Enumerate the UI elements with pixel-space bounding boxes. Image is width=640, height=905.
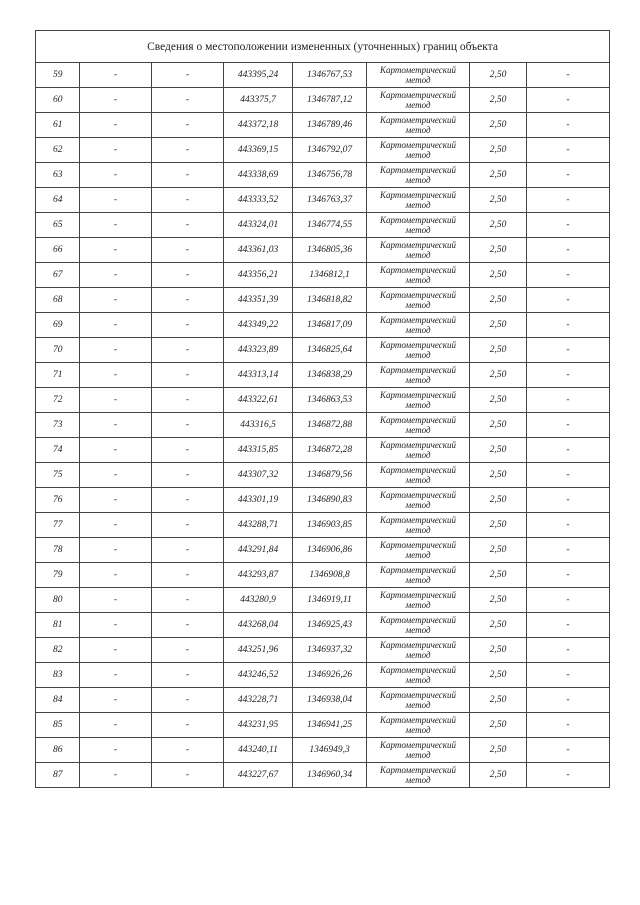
y-coordinate-cell: 1346756,78 [293, 163, 367, 188]
table-row [36, 563, 610, 588]
table-row [36, 413, 610, 438]
x-coordinate-cell: 443268,04 [224, 613, 293, 638]
old-x-cell: - [80, 613, 152, 638]
marker-description-cell: - [527, 638, 610, 663]
point-number-cell: 82 [36, 638, 80, 663]
marker-description-cell: - [527, 113, 610, 138]
x-coordinate-cell: 443251,96 [224, 638, 293, 663]
old-x-cell: - [80, 538, 152, 563]
point-number-cell: 86 [36, 738, 80, 763]
y-coordinate-cell: 1346863,53 [293, 388, 367, 413]
y-coordinate-cell: 1346938,04 [293, 688, 367, 713]
accuracy-cell: 2,50 [470, 688, 527, 713]
point-number-cell: 73 [36, 413, 80, 438]
x-coordinate-cell: 443240,11 [224, 738, 293, 763]
table-body [36, 63, 610, 788]
x-coordinate-cell: 443228,71 [224, 688, 293, 713]
accuracy-cell: 2,50 [470, 763, 527, 788]
accuracy-cell: 2,50 [470, 388, 527, 413]
method-cell: Картометрический метод [367, 763, 470, 788]
old-y-cell: - [152, 713, 224, 738]
accuracy-cell: 2,50 [470, 363, 527, 388]
x-coordinate-cell: 443280,9 [224, 588, 293, 613]
marker-description-cell: - [527, 63, 610, 88]
y-coordinate-cell: 1346890,83 [293, 488, 367, 513]
table-row [36, 138, 610, 163]
old-y-cell: - [152, 413, 224, 438]
x-coordinate-cell: 443323,89 [224, 338, 293, 363]
old-x-cell: - [80, 88, 152, 113]
old-y-cell: - [152, 463, 224, 488]
y-coordinate-cell: 1346919,11 [293, 588, 367, 613]
x-coordinate-cell: 443316,5 [224, 413, 293, 438]
marker-description-cell: - [527, 238, 610, 263]
old-x-cell: - [80, 213, 152, 238]
point-number-cell: 77 [36, 513, 80, 538]
marker-description-cell: - [527, 163, 610, 188]
point-number-cell: 78 [36, 538, 80, 563]
accuracy-cell: 2,50 [470, 588, 527, 613]
method-cell: Картометрический метод [367, 213, 470, 238]
old-x-cell: - [80, 363, 152, 388]
marker-description-cell: - [527, 288, 610, 313]
method-cell: Картометрический метод [367, 288, 470, 313]
marker-description-cell: - [527, 188, 610, 213]
point-number-cell: 74 [36, 438, 80, 463]
accuracy-cell: 2,50 [470, 238, 527, 263]
point-number-cell: 81 [36, 613, 80, 638]
old-x-cell: - [80, 663, 152, 688]
table-row [36, 338, 610, 363]
y-coordinate-cell: 1346941,25 [293, 713, 367, 738]
old-x-cell: - [80, 488, 152, 513]
table-row [36, 63, 610, 88]
old-x-cell: - [80, 463, 152, 488]
point-number-cell: 75 [36, 463, 80, 488]
table-row [36, 638, 610, 663]
table-row [36, 588, 610, 613]
old-x-cell: - [80, 688, 152, 713]
y-coordinate-cell: 1346774,55 [293, 213, 367, 238]
x-coordinate-cell: 443315,85 [224, 438, 293, 463]
point-number-cell: 65 [36, 213, 80, 238]
table-row [36, 88, 610, 113]
table-title: Сведения о местоположении измененных (уточненных) границ объекта [36, 31, 610, 63]
table-row [36, 488, 610, 513]
method-cell: Картометрический метод [367, 463, 470, 488]
y-coordinate-cell: 1346812,1 [293, 263, 367, 288]
old-y-cell: - [152, 538, 224, 563]
x-coordinate-cell: 443231,95 [224, 713, 293, 738]
accuracy-cell: 2,50 [470, 663, 527, 688]
accuracy-cell: 2,50 [470, 738, 527, 763]
old-x-cell: - [80, 188, 152, 213]
method-cell: Картометрический метод [367, 613, 470, 638]
old-y-cell: - [152, 263, 224, 288]
x-coordinate-cell: 443351,39 [224, 288, 293, 313]
old-x-cell: - [80, 138, 152, 163]
old-y-cell: - [152, 763, 224, 788]
old-x-cell: - [80, 413, 152, 438]
y-coordinate-cell: 1346879,56 [293, 463, 367, 488]
old-x-cell: - [80, 113, 152, 138]
table-row [36, 538, 610, 563]
old-y-cell: - [152, 363, 224, 388]
table-row [36, 213, 610, 238]
old-y-cell: - [152, 238, 224, 263]
point-number-cell: 79 [36, 563, 80, 588]
accuracy-cell: 2,50 [470, 88, 527, 113]
y-coordinate-cell: 1346789,46 [293, 113, 367, 138]
method-cell: Картометрический метод [367, 563, 470, 588]
method-cell: Картометрический метод [367, 363, 470, 388]
point-number-cell: 76 [36, 488, 80, 513]
method-cell: Картометрический метод [367, 388, 470, 413]
accuracy-cell: 2,50 [470, 338, 527, 363]
marker-description-cell: - [527, 88, 610, 113]
point-number-cell: 80 [36, 588, 80, 613]
old-y-cell: - [152, 63, 224, 88]
table-header-row [36, 31, 610, 63]
point-number-cell: 69 [36, 313, 80, 338]
marker-description-cell: - [527, 488, 610, 513]
accuracy-cell: 2,50 [470, 538, 527, 563]
accuracy-cell: 2,50 [470, 513, 527, 538]
method-cell: Картометрический метод [367, 238, 470, 263]
accuracy-cell: 2,50 [470, 438, 527, 463]
x-coordinate-cell: 443307,32 [224, 463, 293, 488]
marker-description-cell: - [527, 688, 610, 713]
method-cell: Картометрический метод [367, 263, 470, 288]
marker-description-cell: - [527, 713, 610, 738]
old-x-cell: - [80, 163, 152, 188]
method-cell: Картометрический метод [367, 438, 470, 463]
x-coordinate-cell: 443375,7 [224, 88, 293, 113]
old-y-cell: - [152, 163, 224, 188]
accuracy-cell: 2,50 [470, 638, 527, 663]
marker-description-cell: - [527, 463, 610, 488]
point-number-cell: 87 [36, 763, 80, 788]
old-y-cell: - [152, 438, 224, 463]
y-coordinate-cell: 1346838,29 [293, 363, 367, 388]
method-cell: Картометрический метод [367, 688, 470, 713]
y-coordinate-cell: 1346817,09 [293, 313, 367, 338]
old-x-cell: - [80, 63, 152, 88]
method-cell: Картометрический метод [367, 88, 470, 113]
table-row [36, 363, 610, 388]
old-x-cell: - [80, 238, 152, 263]
point-number-cell: 61 [36, 113, 80, 138]
y-coordinate-cell: 1346925,43 [293, 613, 367, 638]
old-y-cell: - [152, 613, 224, 638]
table-row [36, 163, 610, 188]
accuracy-cell: 2,50 [470, 213, 527, 238]
method-cell: Картометрический метод [367, 413, 470, 438]
old-x-cell: - [80, 563, 152, 588]
marker-description-cell: - [527, 388, 610, 413]
old-x-cell: - [80, 313, 152, 338]
method-cell: Картометрический метод [367, 638, 470, 663]
table-row [36, 263, 610, 288]
method-cell: Картометрический метод [367, 338, 470, 363]
accuracy-cell: 2,50 [470, 263, 527, 288]
table-row [36, 113, 610, 138]
x-coordinate-cell: 443356,21 [224, 263, 293, 288]
accuracy-cell: 2,50 [470, 138, 527, 163]
y-coordinate-cell: 1346906,86 [293, 538, 367, 563]
x-coordinate-cell: 443227,67 [224, 763, 293, 788]
old-x-cell: - [80, 638, 152, 663]
x-coordinate-cell: 443313,14 [224, 363, 293, 388]
old-y-cell: - [152, 388, 224, 413]
old-y-cell: - [152, 313, 224, 338]
marker-description-cell: - [527, 663, 610, 688]
marker-description-cell: - [527, 613, 610, 638]
old-x-cell: - [80, 438, 152, 463]
old-x-cell: - [80, 738, 152, 763]
old-y-cell: - [152, 288, 224, 313]
y-coordinate-cell: 1346872,88 [293, 413, 367, 438]
point-number-cell: 62 [36, 138, 80, 163]
point-number-cell: 66 [36, 238, 80, 263]
point-number-cell: 67 [36, 263, 80, 288]
y-coordinate-cell: 1346926,26 [293, 663, 367, 688]
table-row [36, 288, 610, 313]
old-y-cell: - [152, 338, 224, 363]
table-row [36, 613, 610, 638]
table-row [36, 238, 610, 263]
y-coordinate-cell: 1346787,12 [293, 88, 367, 113]
old-x-cell: - [80, 338, 152, 363]
old-x-cell: - [80, 388, 152, 413]
method-cell: Картометрический метод [367, 313, 470, 338]
table-row [36, 738, 610, 763]
old-y-cell: - [152, 113, 224, 138]
method-cell: Картометрический метод [367, 663, 470, 688]
accuracy-cell: 2,50 [470, 188, 527, 213]
accuracy-cell: 2,50 [470, 563, 527, 588]
y-coordinate-cell: 1346825,64 [293, 338, 367, 363]
marker-description-cell: - [527, 538, 610, 563]
accuracy-cell: 2,50 [470, 113, 527, 138]
point-number-cell: 84 [36, 688, 80, 713]
point-number-cell: 60 [36, 88, 80, 113]
table-row [36, 663, 610, 688]
marker-description-cell: - [527, 413, 610, 438]
point-number-cell: 85 [36, 713, 80, 738]
y-coordinate-cell: 1346949,3 [293, 738, 367, 763]
old-x-cell: - [80, 763, 152, 788]
method-cell: Картометрический метод [367, 713, 470, 738]
boundary-table [35, 30, 610, 788]
marker-description-cell: - [527, 588, 610, 613]
x-coordinate-cell: 443291,84 [224, 538, 293, 563]
old-y-cell: - [152, 738, 224, 763]
accuracy-cell: 2,50 [470, 463, 527, 488]
point-number-cell: 64 [36, 188, 80, 213]
old-x-cell: - [80, 513, 152, 538]
point-number-cell: 70 [36, 338, 80, 363]
method-cell: Картометрический метод [367, 588, 470, 613]
method-cell: Картометрический метод [367, 113, 470, 138]
method-cell: Картометрический метод [367, 488, 470, 513]
marker-description-cell: - [527, 513, 610, 538]
marker-description-cell: - [527, 263, 610, 288]
table-row [36, 188, 610, 213]
old-y-cell: - [152, 488, 224, 513]
accuracy-cell: 2,50 [470, 163, 527, 188]
old-y-cell: - [152, 213, 224, 238]
y-coordinate-cell: 1346805,36 [293, 238, 367, 263]
y-coordinate-cell: 1346767,53 [293, 63, 367, 88]
method-cell: Картометрический метод [367, 188, 470, 213]
y-coordinate-cell: 1346903,85 [293, 513, 367, 538]
old-y-cell: - [152, 88, 224, 113]
marker-description-cell: - [527, 363, 610, 388]
table-row [36, 463, 610, 488]
old-y-cell: - [152, 638, 224, 663]
x-coordinate-cell: 443322,61 [224, 388, 293, 413]
x-coordinate-cell: 443349,22 [224, 313, 293, 338]
x-coordinate-cell: 443361,03 [224, 238, 293, 263]
y-coordinate-cell: 1346908,8 [293, 563, 367, 588]
table-row [36, 388, 610, 413]
accuracy-cell: 2,50 [470, 713, 527, 738]
method-cell: Картометрический метод [367, 538, 470, 563]
point-number-cell: 59 [36, 63, 80, 88]
point-number-cell: 71 [36, 363, 80, 388]
accuracy-cell: 2,50 [470, 613, 527, 638]
point-number-cell: 68 [36, 288, 80, 313]
old-y-cell: - [152, 513, 224, 538]
y-coordinate-cell: 1346792,07 [293, 138, 367, 163]
old-x-cell: - [80, 588, 152, 613]
old-y-cell: - [152, 688, 224, 713]
table-row [36, 313, 610, 338]
old-x-cell: - [80, 288, 152, 313]
method-cell: Картометрический метод [367, 513, 470, 538]
old-x-cell: - [80, 263, 152, 288]
old-y-cell: - [152, 588, 224, 613]
x-coordinate-cell: 443338,69 [224, 163, 293, 188]
point-number-cell: 83 [36, 663, 80, 688]
marker-description-cell: - [527, 763, 610, 788]
method-cell: Картометрический метод [367, 738, 470, 763]
x-coordinate-cell: 443369,15 [224, 138, 293, 163]
marker-description-cell: - [527, 313, 610, 338]
accuracy-cell: 2,50 [470, 313, 527, 338]
table-row [36, 713, 610, 738]
old-y-cell: - [152, 663, 224, 688]
x-coordinate-cell: 443293,87 [224, 563, 293, 588]
x-coordinate-cell: 443324,01 [224, 213, 293, 238]
y-coordinate-cell: 1346937,32 [293, 638, 367, 663]
table-row [36, 513, 610, 538]
method-cell: Картометрический метод [367, 63, 470, 88]
old-y-cell: - [152, 138, 224, 163]
accuracy-cell: 2,50 [470, 488, 527, 513]
accuracy-cell: 2,50 [470, 413, 527, 438]
y-coordinate-cell: 1346818,82 [293, 288, 367, 313]
marker-description-cell: - [527, 738, 610, 763]
method-cell: Картометрический метод [367, 138, 470, 163]
x-coordinate-cell: 443246,52 [224, 663, 293, 688]
method-cell: Картометрический метод [367, 163, 470, 188]
marker-description-cell: - [527, 438, 610, 463]
x-coordinate-cell: 443372,18 [224, 113, 293, 138]
y-coordinate-cell: 1346763,37 [293, 188, 367, 213]
accuracy-cell: 2,50 [470, 288, 527, 313]
old-x-cell: - [80, 713, 152, 738]
x-coordinate-cell: 443395,24 [224, 63, 293, 88]
marker-description-cell: - [527, 213, 610, 238]
table-row [36, 763, 610, 788]
x-coordinate-cell: 443333,52 [224, 188, 293, 213]
marker-description-cell: - [527, 338, 610, 363]
old-y-cell: - [152, 563, 224, 588]
marker-description-cell: - [527, 138, 610, 163]
y-coordinate-cell: 1346960,34 [293, 763, 367, 788]
old-y-cell: - [152, 188, 224, 213]
table-row [36, 438, 610, 463]
y-coordinate-cell: 1346872,28 [293, 438, 367, 463]
marker-description-cell: - [527, 563, 610, 588]
x-coordinate-cell: 443288,71 [224, 513, 293, 538]
x-coordinate-cell: 443301,19 [224, 488, 293, 513]
point-number-cell: 63 [36, 163, 80, 188]
accuracy-cell: 2,50 [470, 63, 527, 88]
table-row [36, 688, 610, 713]
point-number-cell: 72 [36, 388, 80, 413]
